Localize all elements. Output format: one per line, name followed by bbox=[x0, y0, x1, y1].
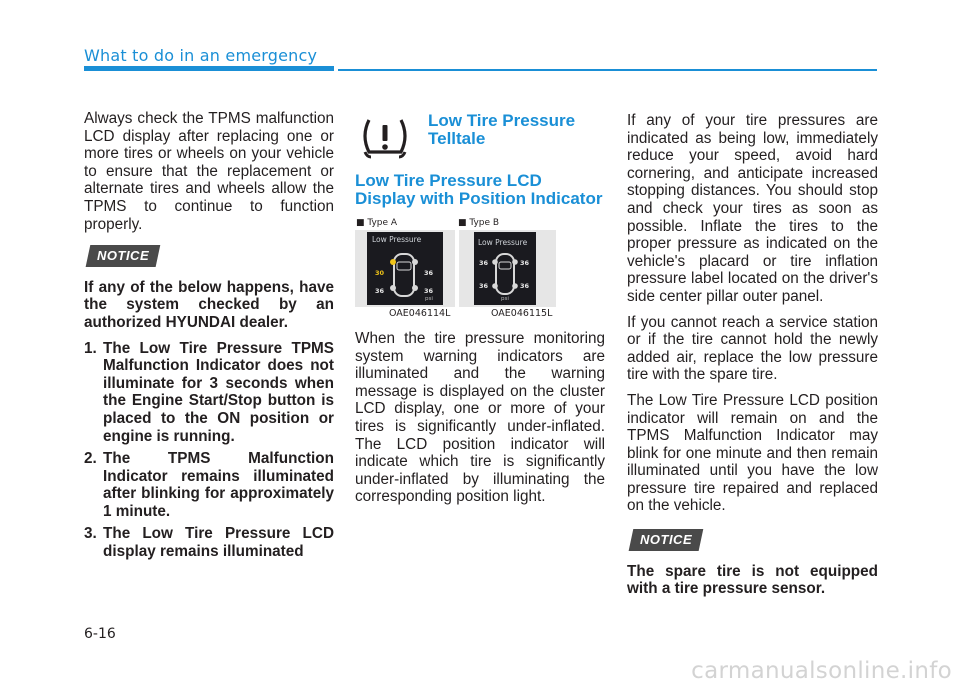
notice-badge: NOTICE bbox=[629, 529, 704, 551]
tire-fr-value: 36 bbox=[520, 259, 530, 267]
left-column bbox=[84, 110, 334, 566]
lcd-image-type-a bbox=[355, 230, 455, 307]
spare-tire-paragraph: If you cannot reach a service station or if the tire cannot hold the newly added air, replace the low pressure tire with the spare tire. bbox=[627, 313, 878, 384]
page-number: 6-16 bbox=[84, 626, 116, 642]
telltale-heading: Low Tire Pressure Telltale bbox=[428, 111, 576, 148]
lcd-screen: Low Pressure 36 36 36 36 psi bbox=[474, 232, 536, 305]
lcd-screen: Low Pressure 30 36 36 36 psi bbox=[367, 232, 443, 305]
image-code-b: OAE046115L bbox=[491, 308, 553, 319]
watermark: carmanualsonline.info bbox=[691, 658, 952, 684]
tire-rr-value: 36 bbox=[424, 287, 434, 295]
tire-fl-value: 36 bbox=[479, 259, 489, 267]
header-rule bbox=[338, 69, 877, 71]
type-b-label: ■ Type B bbox=[458, 218, 500, 228]
list-item: 2. The TPMS Malfunction Indicator remains illuminated after blinking for approximately 1 minute. bbox=[84, 450, 334, 520]
tire-pressure-warning-icon bbox=[355, 112, 415, 162]
tire-fl-value: 30 bbox=[375, 269, 385, 277]
list-item: 1. The Low Tire Pressure TPMS Malfunction Indicator does not illuminate for 3 seconds when the Engine Start/Stop button is placed to the ON position or engine is running. bbox=[84, 339, 334, 445]
type-a-label: ■ Type A bbox=[356, 218, 398, 228]
tire-fr-value: 36 bbox=[424, 269, 434, 277]
notice-text: If any of the below happens, have the system checked by an authorized HYUNDAI dealer. bbox=[84, 278, 334, 331]
car-top-icon bbox=[474, 232, 536, 305]
tire-rl-value: 36 bbox=[375, 287, 385, 295]
list-item: 3. The Low Tire Pressure LCD display remains illuminated bbox=[84, 525, 334, 561]
right-column bbox=[627, 112, 878, 606]
notice-text: The spare tire is not equipped with a tire pressure sensor. bbox=[627, 562, 878, 598]
section-title: What to do in an emergency bbox=[84, 46, 318, 65]
image-code-a: OAE046114L bbox=[389, 308, 451, 319]
malfunction-list bbox=[84, 340, 334, 561]
header-bar bbox=[84, 66, 334, 71]
notice-badge: NOTICE bbox=[86, 245, 161, 267]
lcd-description: When the tire pressure monitoring system warning indicators are illuminated and the warning message is displayed on the cluster LCD display, one or more of your tires is significantly under-inflated. The LCD position indicator will indicate which tire is significantly under-inflated by illuminating the corresponding position light. bbox=[355, 330, 605, 506]
unit-label: psi bbox=[425, 296, 433, 302]
lcd-image-type-b bbox=[459, 230, 556, 307]
indicator-paragraph: The Low Tire Pressure LCD position indicator will remain on and the TPMS Malfunction Indicator may blink for one minute and then remain illuminated until you have the low pressure tire repaired and replaced on the vehicle. bbox=[627, 391, 878, 515]
lcd-heading: Low Tire Pressure LCD Display with Position Indicator bbox=[355, 171, 603, 208]
tire-rl-value: 36 bbox=[479, 282, 489, 290]
tire-rr-value: 36 bbox=[520, 282, 530, 290]
low-pressure-paragraph: If any of your tire pressures are indicated as being low, immediately reduce your speed, avoid hard cornering, and anticipate increased stopping distances. You should stop and check your tires as soon as possible. Inflate the tires to the proper pressure as indicated on the vehicle's placard or tire inflation pressure label located on the driver's side center pillar outer panel. bbox=[627, 112, 878, 305]
middle-column bbox=[355, 330, 605, 514]
intro-paragraph: Always check the TPMS malfunction LCD display after replacing one or more tires or wheels on your vehicle to ensure that the replacement or alternate tires and wheels allow the TPMS to continue to function properly. bbox=[84, 110, 334, 233]
unit-label: psi bbox=[501, 296, 509, 302]
